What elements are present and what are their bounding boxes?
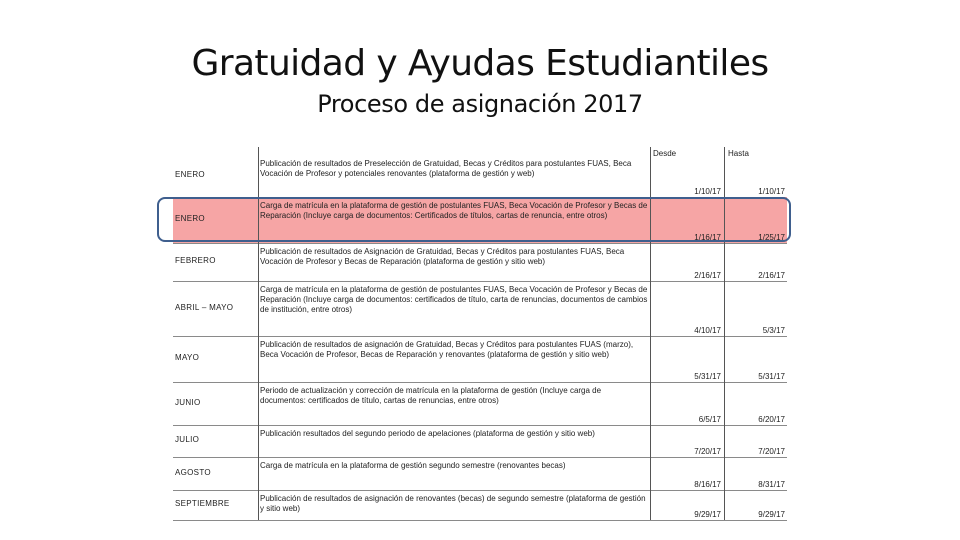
row-month: AGOSTO: [175, 467, 211, 477]
table-row: [173, 155, 787, 198]
row-description: Carga de matrícula en la plataforma de gestión segundo semestre (renovantes becas): [260, 461, 566, 470]
row-month: SEPTIEMBRE: [175, 499, 230, 508]
row-date-desde: 4/10/17: [694, 326, 721, 335]
row-date-hasta: 1/10/17: [758, 187, 785, 196]
table-row: [173, 382, 787, 426]
table-row: [173, 281, 787, 337]
row-date-hasta: 9/29/17: [758, 510, 785, 519]
table-row: [173, 457, 787, 491]
highlight-outline: [157, 197, 791, 242]
row-date-hasta: 7/20/17: [758, 447, 785, 456]
row-description: Carga de matrícula en la plataforma de gestión de postulantes FUAS, Beca Vocación de Profesor y Becas de Reparación (Incluye carga de documentos: Certificados de títulos, cartas de renuncia, entre otros): [260, 201, 648, 220]
row-description: Periodo de actualización y corrección de matrícula en la plataforma de gestión (Incluye carga de documentos: certificados de título, cartas de renuncias, entre otros): [260, 386, 602, 405]
row-date-desde: 1/16/17: [694, 233, 721, 242]
row-date-desde: 6/5/17: [698, 415, 721, 424]
row-month: ENERO: [175, 214, 205, 223]
row-description: Publicación resultados del segundo periodo de apelaciones (plataforma de gestión y sitio web): [260, 429, 595, 438]
row-month: FEBRERO: [175, 256, 216, 265]
row-date-desde: 7/20/17: [694, 447, 721, 456]
row-description: Carga de matrícula en la plataforma de gestión de postulantes FUAS, Beca Vocación de Profesor y Becas de Reparación (Incluye carga de documentos: certificados de título, carta de renuncias, documentos de cambios de institución, entre otros): [260, 285, 648, 314]
row-date-desde: 9/29/17: [694, 510, 721, 519]
row-description: Publicación de resultados de asignación de Gratuidad, Becas y Créditos para postulantes FUAS (marzo), Beca Vocación de Profesor, Becas de Reparación y renovantes (plataforma de gestión y sitio web): [260, 340, 634, 359]
row-date-hasta: 2/16/17: [758, 271, 785, 280]
row-date-hasta: 8/31/17: [758, 480, 785, 489]
header-hasta: Hasta: [728, 149, 749, 158]
header-desde: Desde: [653, 149, 677, 158]
row-description: Publicación de resultados de asignación de renovantes (becas) de segundo semestre (plataforma de gestión y sitio web): [260, 494, 646, 513]
row-date-desde: 1/10/17: [694, 187, 721, 196]
row-date-desde: 5/31/17: [694, 372, 721, 381]
row-date-hasta: 1/25/17: [758, 233, 785, 242]
row-date-hasta: 5/3/17: [762, 326, 785, 335]
row-description: Publicación de resultados de Asignación de Gratuidad, Becas y Créditos para postulantes FUAS, Beca Vocación de Profesor y Becas de Reparación (plataforma de gestión y sitio web): [260, 247, 625, 266]
table-row: [173, 243, 787, 282]
row-date-desde: 8/16/17: [694, 480, 721, 489]
row-date-desde: 2/16/17: [694, 271, 721, 280]
table-row: [173, 490, 787, 521]
row-date-hasta: 5/31/17: [758, 372, 785, 381]
slide-title: Gratuidad y Ayudas Estudiantiles: [191, 43, 769, 84]
row-date-hasta: 6/20/17: [758, 415, 785, 424]
table-row: [173, 425, 787, 458]
row-month: JULIO: [175, 435, 200, 444]
row-month: ENERO: [175, 170, 205, 179]
table-row: [173, 336, 787, 383]
row-month: MAYO: [175, 353, 200, 362]
row-description: Publicación de resultados de Preselección de Gratuidad, Becas y Créditos para postulantes FUAS, Beca Vocación de Profesor y potenciales renovantes (plataforma de gestión y web): [260, 159, 632, 178]
row-month: ABRIL – MAYO: [175, 302, 234, 312]
row-month: JUNIO: [175, 397, 201, 407]
slide-subtitle: Proceso de asignación 2017: [317, 90, 643, 118]
